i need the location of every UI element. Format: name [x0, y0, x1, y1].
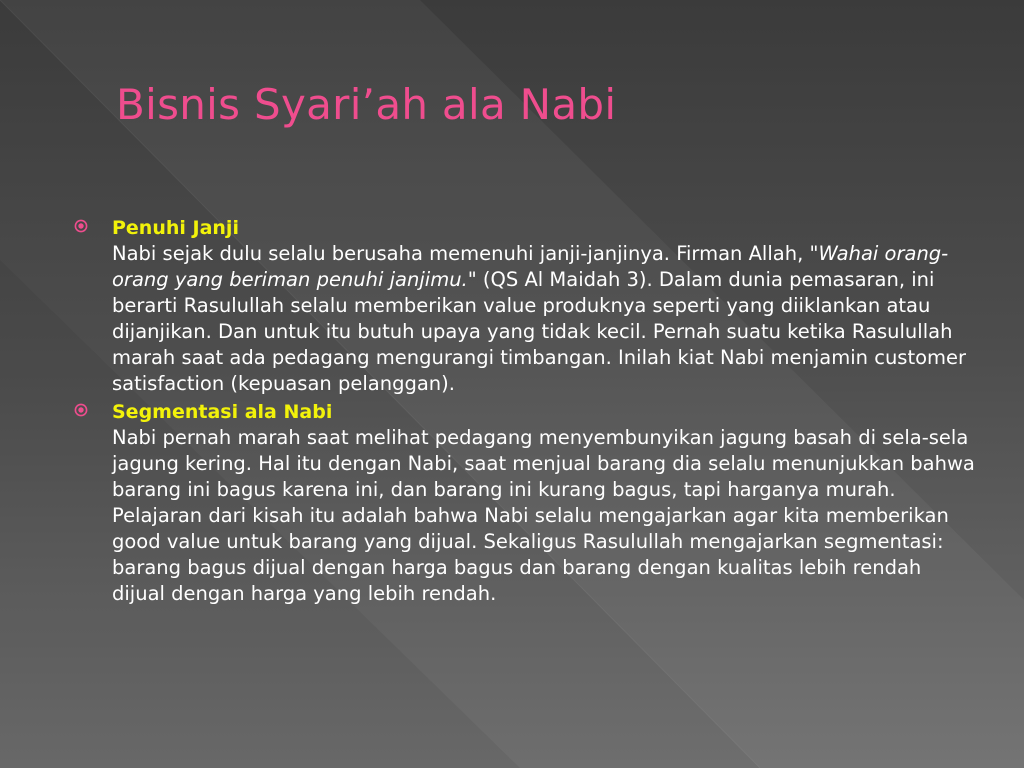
list-item [70, 399, 975, 607]
item-text-penuhi-janji [112, 241, 975, 397]
item-text-intro: Nabi sejak dulu selalu berusaha memenuhi janji-janjinya. Firman Allah, " [112, 242, 819, 265]
item-text-rest: " (QS Al Maidah 3). Dalam dunia pemasaran, ini berarti Rasulullah selalu memberikan value produknya seperti yang diiklankan atau dijanjikan. Dan untuk itu butuh upaya yang tidak kecil. Pernah suatu ketika Rasulullah marah saat ada pedagang mengurangi timbangan. Inilah kiat Nabi menjamin customer satisfaction (kepuasan pelanggan). [112, 268, 967, 395]
item-text-segmentasi: Nabi pernah marah saat melihat pedagang menyembunyikan jagung basah di sela-sela jagung kering. Hal itu dengan Nabi, saat menjual barang dia selalu menunjukkan bahwa barang ini bagus karena ini, dan barang ini kurang bagus, tapi harganya murah. Pelajaran dari kisah itu adalah bahwa Nabi selalu mengajarkan agar kita memberikan good value untuk barang yang dijual. Sekaligus Rasulullah mengajarkan segmentasi: barang bagus dijual dengan harga bagus dan barang dengan kualitas lebih rendah dijual dengan harga yang lebih rendah. [112, 426, 975, 605]
radio-bullet-icon [74, 219, 88, 233]
item-heading-penuhi-janji: Penuhi Janji [112, 217, 239, 239]
bullet-list [70, 215, 975, 609]
quran-quote: Wahai orang-orang yang beriman penuhi janjimu. [112, 242, 949, 291]
radio-bullet-icon [74, 403, 88, 417]
item-heading-segmentasi: Segmentasi ala Nabi [112, 401, 333, 423]
list-item [70, 215, 975, 397]
slide-title: Bisnis Syari’ah ala Nabi [116, 80, 617, 129]
